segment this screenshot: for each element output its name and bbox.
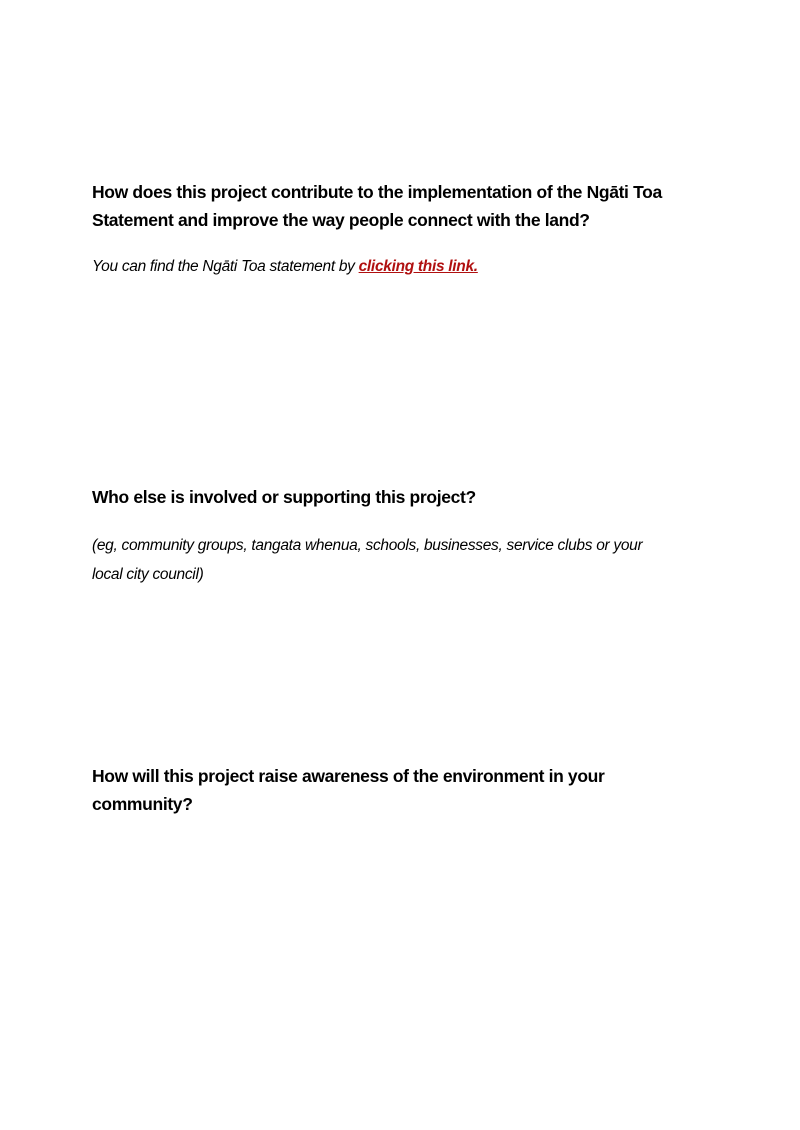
question-line: How does this project contribute to the implementation of the Ngāti Toa bbox=[92, 182, 662, 202]
question-line: community? bbox=[92, 794, 193, 814]
question-ngati-toa-statement bbox=[92, 178, 662, 234]
note-line: local city council) bbox=[92, 566, 204, 583]
question-line: Who else is involved or supporting this project? bbox=[92, 487, 476, 507]
note-text: You can find the Ngāti Toa statement by bbox=[92, 258, 359, 275]
question-raise-awareness bbox=[92, 762, 604, 818]
question-line: Statement and improve the way people connect with the land? bbox=[92, 210, 590, 230]
question-line: How will this project raise awareness of the environment in your bbox=[92, 766, 605, 786]
note-line: (eg, community groups, tangata whenua, schools, businesses, service clubs or your bbox=[92, 537, 643, 554]
question-who-involved bbox=[92, 483, 476, 511]
ngati-toa-statement-link[interactable]: clicking this link. bbox=[358, 258, 478, 275]
ngati-toa-note bbox=[92, 252, 478, 281]
who-involved-note bbox=[92, 531, 642, 589]
